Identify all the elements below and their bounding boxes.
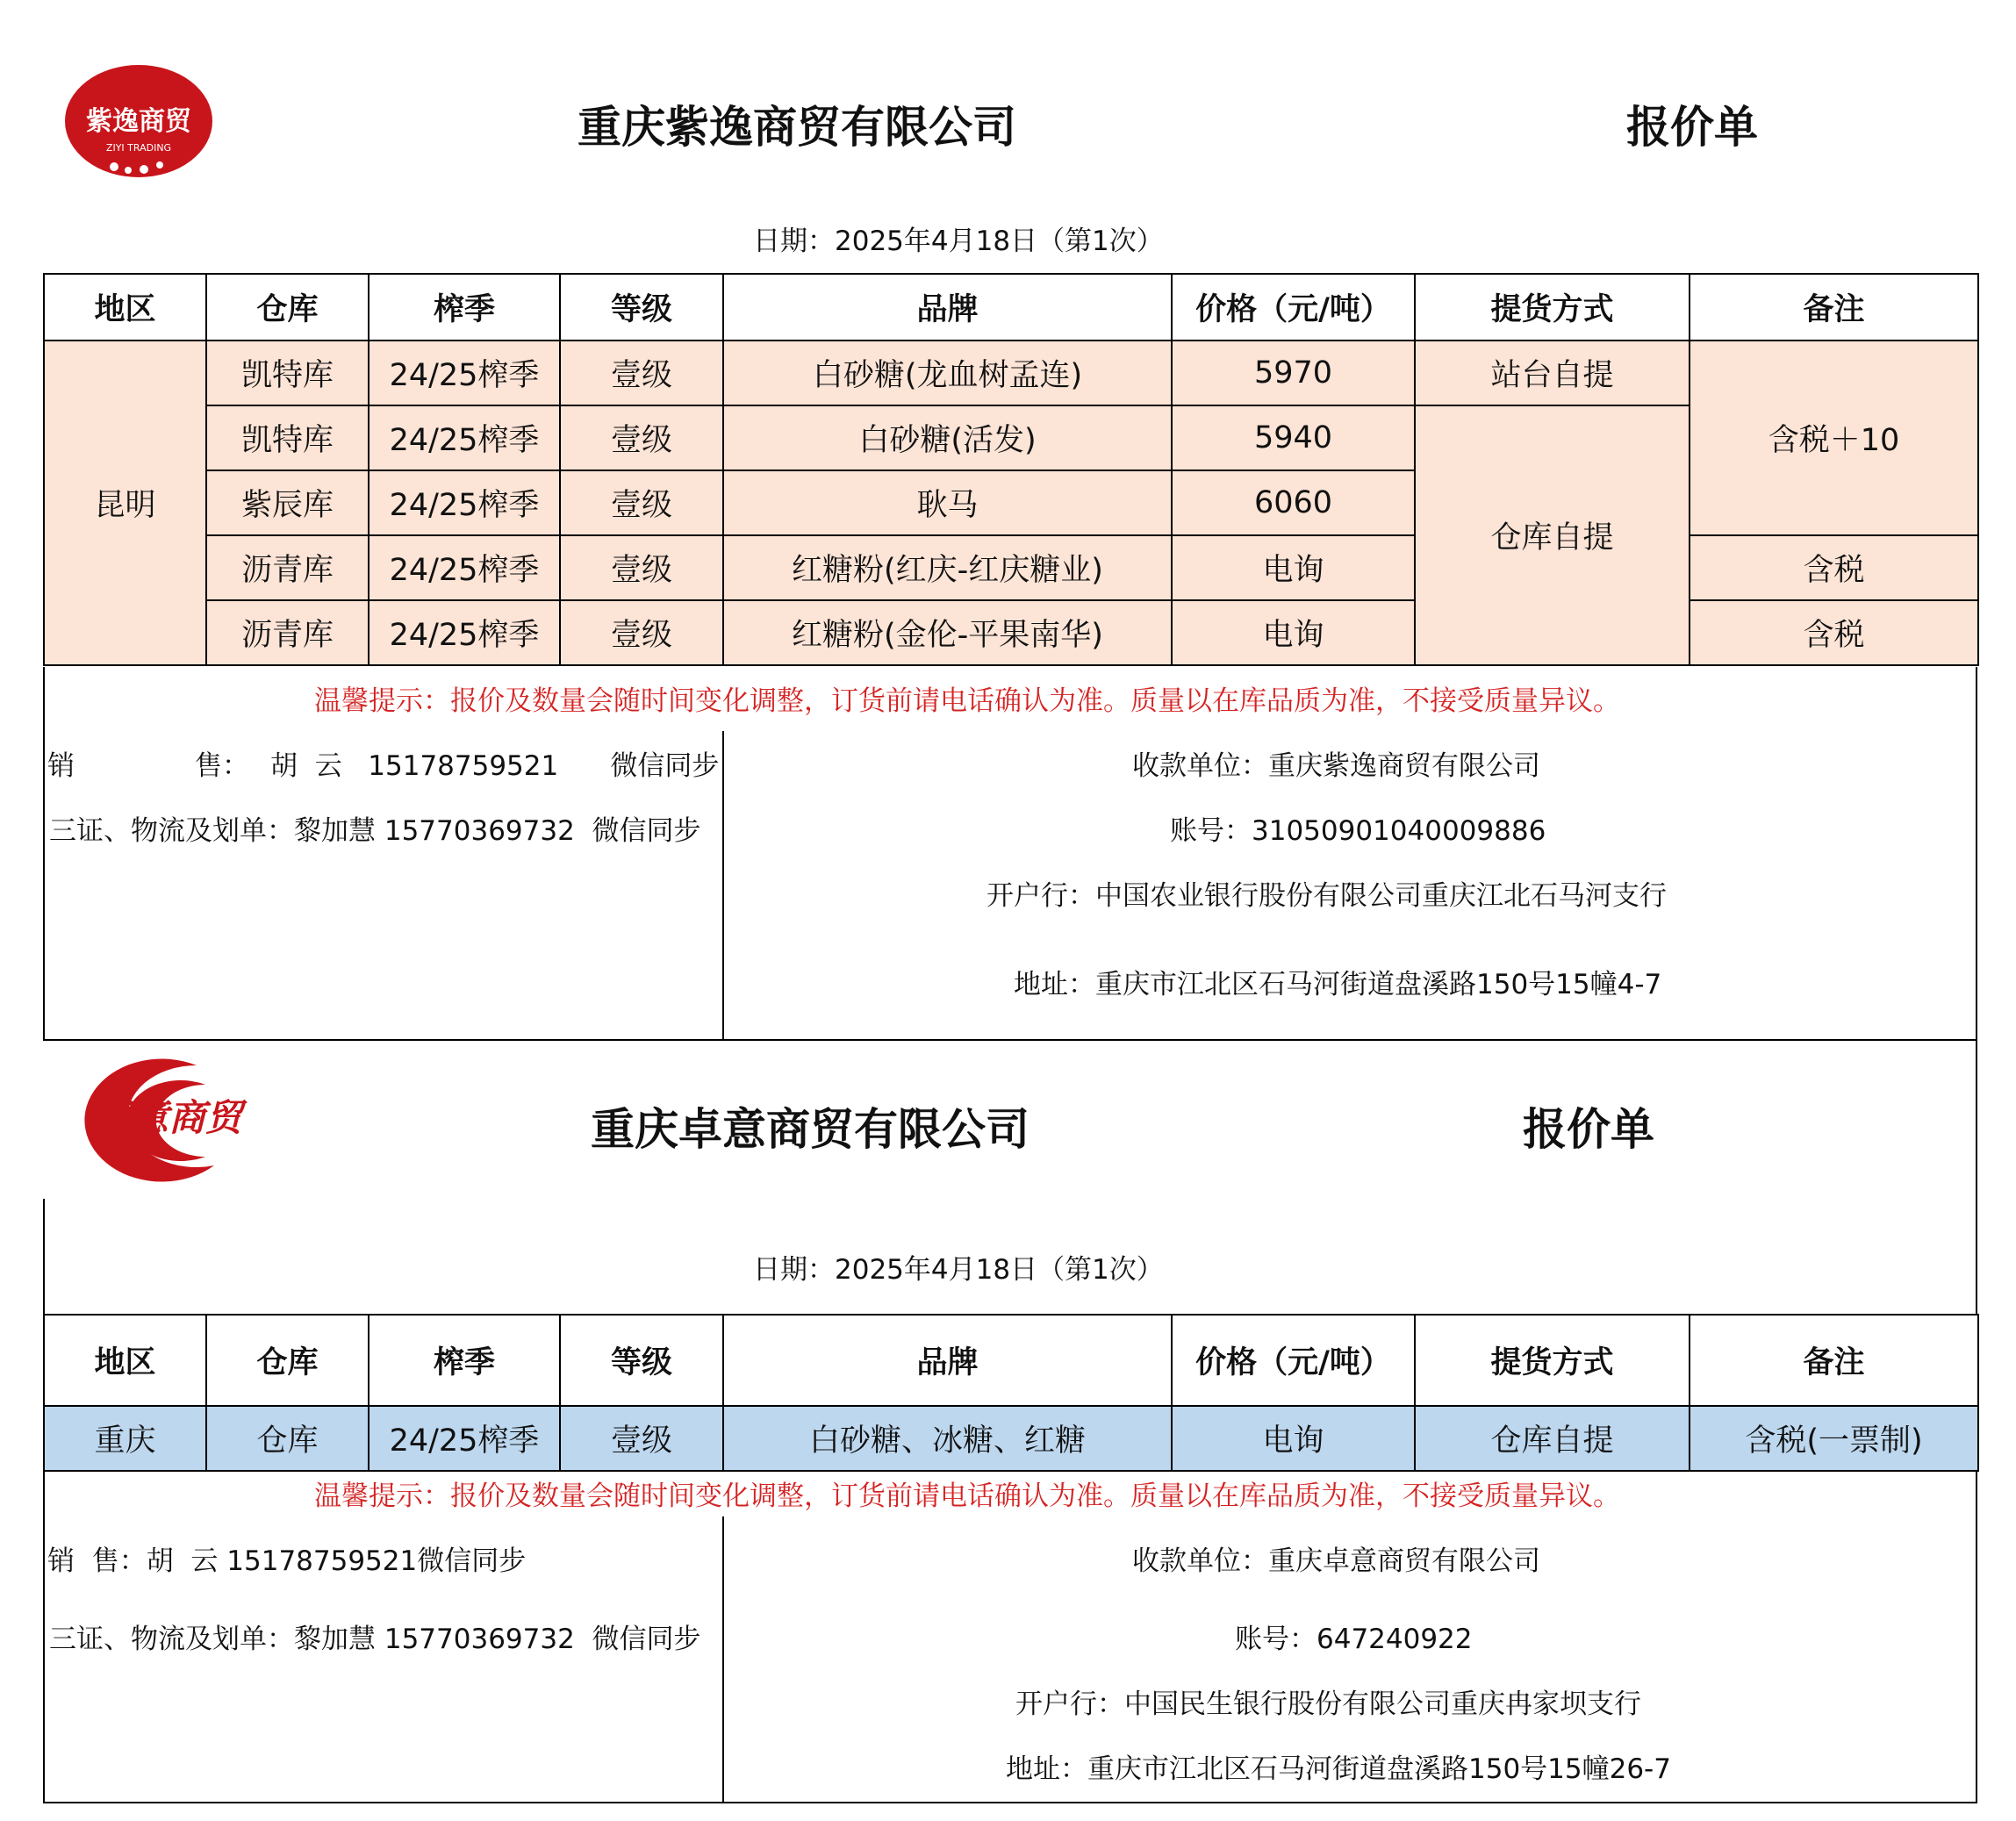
header-delivery: 提货方式	[1415, 1315, 1690, 1406]
brand-cell: 白砂糖(龙血树孟连)	[723, 341, 1172, 405]
brand-cell: 白砂糖(活发)	[723, 405, 1172, 470]
footer-border-bottom	[43, 1802, 1977, 1803]
warehouse-cell: 凯特库	[206, 405, 369, 470]
grade-cell: 壹级	[560, 1406, 723, 1471]
header-season: 榨季	[369, 1315, 560, 1406]
footer-border-left	[43, 1470, 45, 1803]
company-name: 重庆紫逸商贸有限公司	[578, 102, 1016, 153]
footer-border-left	[43, 667, 45, 1041]
brand-cell: 白砂糖、冰糖、红糖	[723, 1406, 1172, 1471]
quote-date: 日期：2025年4月18日（第1次）	[753, 1254, 1164, 1286]
header-border-right	[1976, 1041, 1977, 1315]
footer-border-right	[1976, 667, 1977, 1041]
price-cell: 6060	[1172, 470, 1415, 535]
notes-cell: 含税	[1690, 600, 1978, 665]
header-warehouse: 仓库	[206, 274, 369, 341]
notes-cell: 含税	[1690, 535, 1978, 600]
header-notes: 备注	[1690, 274, 1978, 341]
header-region: 地区	[44, 1315, 206, 1406]
header-grade: 等级	[560, 1315, 723, 1406]
sales-contact: 销 售：胡 云 15178759521微信同步	[47, 1545, 527, 1577]
grade-cell: 壹级	[560, 341, 723, 405]
company-name: 重庆卓意商贸有限公司	[591, 1104, 1030, 1155]
bank-name: 开户行：中国民生银行股份有限公司重庆冉家坝支行	[1015, 1688, 1641, 1720]
header-brand: 品牌	[723, 1315, 1172, 1406]
footer-divider	[722, 731, 724, 1041]
header-season: 榨季	[369, 274, 560, 341]
warehouse-cell: 沥青库	[206, 535, 369, 600]
footer-border-right	[1976, 1470, 1977, 1803]
brand-cell: 红糖粉(金伦-平果南华)	[723, 600, 1172, 665]
warehouse-cell: 紫辰库	[206, 470, 369, 535]
brand-cell: 红糖粉(红庆-红庆糖业)	[723, 535, 1172, 600]
payee: 收款单位：重庆卓意商贸有限公司	[1132, 1545, 1540, 1577]
header-grade: 等级	[560, 274, 723, 341]
price-cell: 5970	[1172, 341, 1415, 405]
price-cell: 电询	[1172, 535, 1415, 600]
grade-cell: 壹级	[560, 600, 723, 665]
notes-cell: 含税(一票制)	[1690, 1406, 1978, 1471]
header-brand: 品牌	[723, 274, 1172, 341]
brand-cell: 耿马	[723, 470, 1172, 535]
season-cell: 24/25榨季	[369, 470, 560, 535]
warning-text: 温馨提示：报价及数量会随时间变化调整，订货前请电话确认为准。质量以在库品质为准，不接受质量异议。	[314, 685, 1620, 717]
payee: 收款单位：重庆紫逸商贸有限公司	[1132, 750, 1540, 782]
price-cell: 电询	[1172, 600, 1415, 665]
zhuoyi-logo-text: 卓意商贸	[94, 1096, 243, 1139]
zixi-logo-text: 紫逸商贸	[86, 106, 191, 137]
header-warehouse: 仓库	[206, 1315, 369, 1406]
sales-contact: 胡 云 15178759521 微信同步	[270, 750, 720, 782]
quote-table	[43, 1314, 1979, 1472]
season-cell: 24/25榨季	[369, 405, 560, 470]
grade-cell: 壹级	[560, 470, 723, 535]
warehouse-cell: 沥青库	[206, 600, 369, 665]
quote-date: 日期：2025年4月18日（第1次）	[753, 226, 1164, 257]
region-cell: 重庆	[44, 1406, 206, 1471]
region-cell: 昆明	[44, 341, 206, 665]
quote-table	[43, 273, 1979, 666]
header-delivery: 提货方式	[1415, 274, 1690, 341]
address: 地址：重庆市江北区石马河街道盘溪路150号15幢4-7	[1014, 969, 1662, 1000]
account-number: 账号：31050901040009886	[1170, 815, 1546, 847]
price-cell: 电询	[1172, 1406, 1415, 1471]
footer-border-bottom	[43, 1039, 1977, 1041]
zixi-logo-sub: ZIYI TRADING	[105, 142, 172, 154]
price-cell: 5940	[1172, 405, 1415, 470]
sales-label-a: 销	[47, 750, 75, 782]
grade-cell: 壹级	[560, 535, 723, 600]
account-number: 账号：647240922	[1235, 1624, 1473, 1655]
header-notes: 备注	[1690, 1315, 1978, 1406]
season-cell: 24/25榨季	[369, 341, 560, 405]
doc-title: 报价单	[1523, 1104, 1654, 1155]
notes-cell: 含税＋10	[1690, 341, 1978, 535]
season-cell: 24/25榨季	[369, 535, 560, 600]
delivery-cell: 站台自提	[1415, 341, 1690, 405]
zhuoyi-logo	[65, 1050, 249, 1190]
warehouse-cell: 凯特库	[206, 341, 369, 405]
header-border-left	[43, 1199, 45, 1315]
zixi-logo	[63, 63, 214, 182]
logistics-contact: 三证、物流及划单：黎加慧 15770369732 微信同步	[49, 815, 701, 847]
warning-text: 温馨提示：报价及数量会随时间变化调整，订货前请电话确认为准。质量以在库品质为准，不接受质量异议。	[314, 1480, 1620, 1512]
address: 地址：重庆市江北区石马河街道盘溪路150号15幢26-7	[1006, 1753, 1671, 1785]
sales-label-b: 售：	[195, 750, 249, 782]
delivery-cell: 仓库自提	[1415, 1406, 1690, 1471]
grade-cell: 壹级	[560, 405, 723, 470]
header-price: 价格（元/吨）	[1172, 274, 1415, 341]
footer-divider	[722, 1516, 724, 1803]
delivery-cell: 仓库自提	[1415, 405, 1690, 665]
doc-title: 报价单	[1626, 102, 1758, 153]
header-price: 价格（元/吨）	[1172, 1315, 1415, 1406]
season-cell: 24/25榨季	[369, 1406, 560, 1471]
logistics-contact: 三证、物流及划单：黎加慧 15770369732 微信同步	[49, 1624, 701, 1655]
season-cell: 24/25榨季	[369, 600, 560, 665]
warehouse-cell: 仓库	[206, 1406, 369, 1471]
header-region: 地区	[44, 274, 206, 341]
bank-name: 开户行：中国农业银行股份有限公司重庆江北石马河支行	[986, 880, 1667, 912]
